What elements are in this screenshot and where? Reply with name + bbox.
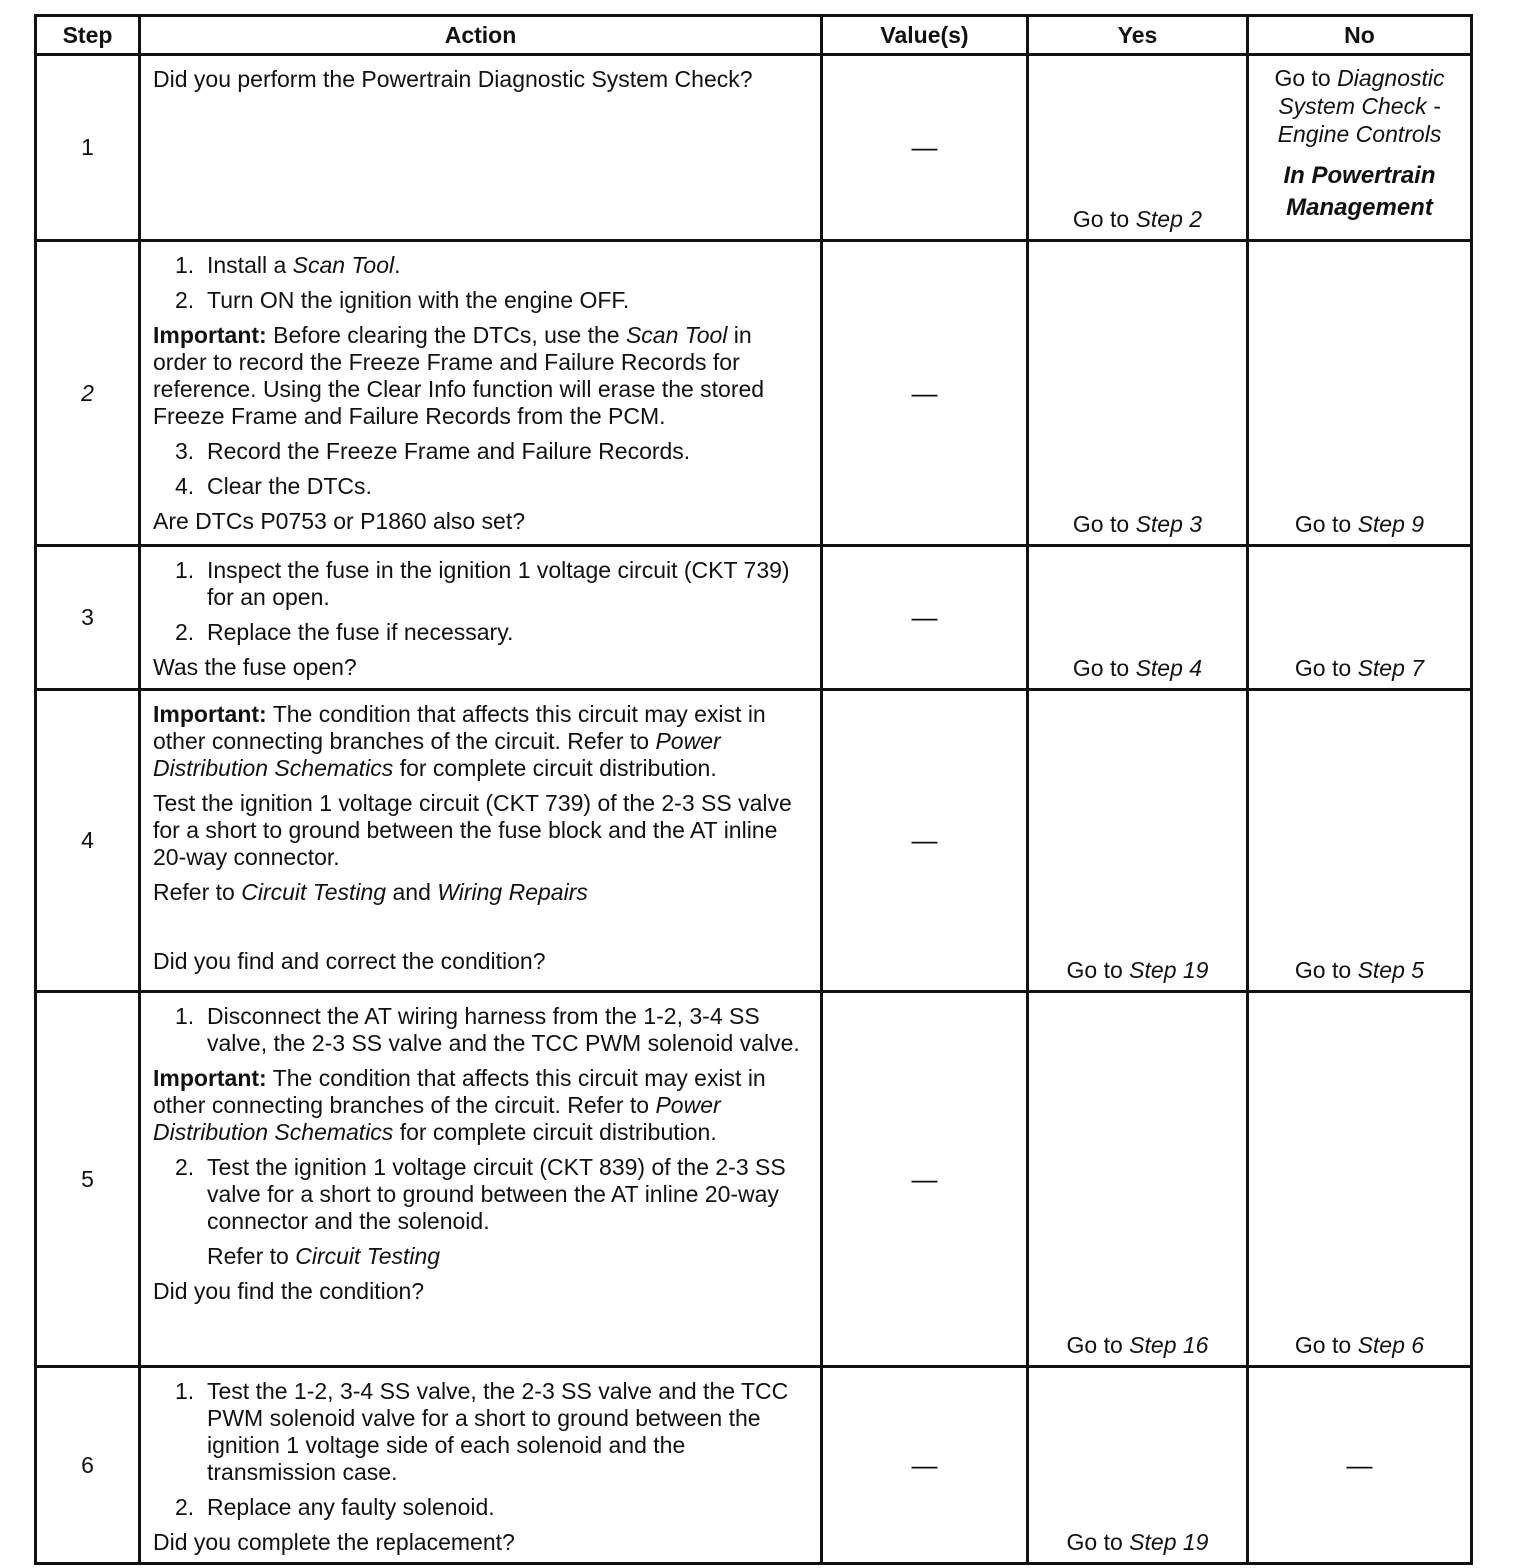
powertrain-management-ref: In Powertrain Management	[1283, 162, 1436, 221]
question-text: Are DTCs P0753 or P1860 also set?	[153, 508, 526, 534]
list-item: 4. Clear the DTCs.	[175, 473, 372, 499]
no-cell: Go to Step 7	[1248, 546, 1472, 690]
question-text: Did you perform the Powertrain Diagnostic System Check?	[153, 66, 753, 92]
header-step: Step	[36, 16, 140, 55]
table-row	[36, 546, 1472, 690]
question-text: Was the fuse open?	[153, 654, 357, 680]
list-item: 1. Test the 1-2, 3-4 SS valve, the 2-3 SS valve and the TCC PWM solenoid valve for a short to ground between the ignition 1 voltage side of each solenoid and the transmission case.	[175, 1378, 789, 1485]
no-cell: —	[1248, 1367, 1472, 1564]
yes-cell: Go to Step 19	[1028, 690, 1248, 992]
header-row	[36, 16, 1472, 55]
step-link[interactable]: Step 19	[1129, 1529, 1209, 1555]
link-wiring-repairs[interactable]: Wiring Repairs	[437, 879, 588, 905]
step-link[interactable]: Step 2	[1135, 206, 1203, 232]
value-cell: —	[822, 55, 1028, 241]
action-cell	[140, 241, 822, 546]
value-cell: —	[822, 546, 1028, 690]
link-diagnostic-system-check[interactable]: Diagnostic	[1337, 65, 1445, 91]
important-note: Important: The condition that affects this circuit may exist in other connecting branches of the circuit. Refer to Power Distribution Schematics for complete circuit distribution.	[153, 1065, 766, 1145]
step-number: 1	[36, 55, 140, 241]
list-item: 2. Replace any faulty solenoid.	[175, 1494, 495, 1520]
no-cell: Go to Diagnostic System Check - Engine Controls In Powertrain Management	[1248, 55, 1472, 241]
list-item: 3. Record the Freeze Frame and Failure Records.	[175, 438, 691, 464]
refer-text: Refer to Circuit Testing and Wiring Repairs	[153, 879, 588, 905]
step-number: 3	[36, 546, 140, 690]
yes-cell: Go to Step 2	[1028, 55, 1248, 241]
value-cell: —	[822, 992, 1028, 1367]
table-row	[36, 992, 1472, 1367]
step-number: 5	[36, 992, 140, 1367]
list-item: 1. Inspect the fuse in the ignition 1 voltage circuit (CKT 739) for an open.	[175, 557, 790, 610]
list-item: 1. Disconnect the AT wiring harness from the 1-2, 3-4 SS valve, the 2-3 SS valve and the TCC PWM solenoid valve.	[175, 1003, 800, 1056]
list-item: 1. Install a Scan Tool.	[175, 252, 401, 278]
no-cell: Go to Step 5	[1248, 690, 1472, 992]
list-item: 2. Test the ignition 1 voltage circuit (CKT 839) of the 2-3 SS valve for a short to ground between the AT inline 20-way connector and the solenoid. Refer to Circuit Testing	[175, 1154, 786, 1269]
table-row	[36, 241, 1472, 546]
test-instruction: Test the ignition 1 voltage circuit (CKT 739) of the 2-3 SS valve for a short to ground between the fuse block and the AT inline 20-way connector.	[153, 790, 792, 870]
question-text: Did you complete the replacement?	[153, 1529, 515, 1555]
diagnostic-table	[34, 14, 1473, 1565]
header-no: No	[1248, 16, 1472, 55]
yes-cell: Go to Step 16	[1028, 992, 1248, 1367]
important-note: Important: Before clearing the DTCs, use the Scan Tool in order to record the Freeze Frame and Failure Records for reference. Using the Clear Info function will erase the stored Freeze Frame and Failure Records from the PCM.	[153, 322, 765, 429]
step-number: 4	[36, 690, 140, 992]
no-cell: Go to Step 6	[1248, 992, 1472, 1367]
no-cell: Go to Step 9	[1248, 241, 1472, 546]
header-action: Action	[140, 16, 822, 55]
action-cell	[140, 992, 822, 1367]
important-note: Important: The condition that affects this circuit may exist in other connecting branches of the circuit. Refer to Power Distribution Schematics for complete circuit distribution.	[153, 701, 766, 781]
table-row	[36, 1367, 1472, 1564]
step-number: 2	[36, 241, 140, 546]
link-circuit-testing[interactable]: Circuit Testing	[295, 1243, 441, 1269]
table-row	[36, 55, 1472, 241]
value-cell: —	[822, 1367, 1028, 1564]
yes-cell: Go to Step 3	[1028, 241, 1248, 546]
action-cell	[140, 55, 822, 241]
table-row	[36, 690, 1472, 992]
step-number: 6	[36, 1367, 140, 1564]
value-cell: —	[822, 690, 1028, 992]
action-cell	[140, 1367, 822, 1564]
list-item: 2. Replace the fuse if necessary.	[175, 619, 514, 645]
step-link[interactable]: Step 9	[1357, 511, 1425, 537]
yes-cell: Go to Step 4	[1028, 546, 1248, 690]
question-text: Did you find and correct the condition?	[153, 948, 546, 974]
step-link[interactable]: Step 16	[1129, 1332, 1209, 1358]
step-link[interactable]: Step 7	[1357, 655, 1425, 681]
action-cell	[140, 690, 822, 992]
header-yes: Yes	[1028, 16, 1248, 55]
yes-cell: Go to Step 19	[1028, 1367, 1248, 1564]
step-link[interactable]: Step 6	[1357, 1332, 1425, 1358]
step-link[interactable]: Step 3	[1135, 511, 1203, 537]
value-cell: —	[822, 241, 1028, 546]
step-link[interactable]: Step 5	[1357, 957, 1425, 983]
step-link[interactable]: Step 19	[1129, 957, 1209, 983]
action-cell	[140, 546, 822, 690]
list-item: 2. Turn ON the ignition with the engine OFF.	[175, 287, 630, 313]
question-text: Did you find the condition?	[153, 1278, 425, 1304]
header-values: Value(s)	[822, 16, 1028, 55]
step-link[interactable]: Step 4	[1135, 655, 1203, 681]
link-circuit-testing[interactable]: Circuit Testing	[241, 879, 387, 905]
